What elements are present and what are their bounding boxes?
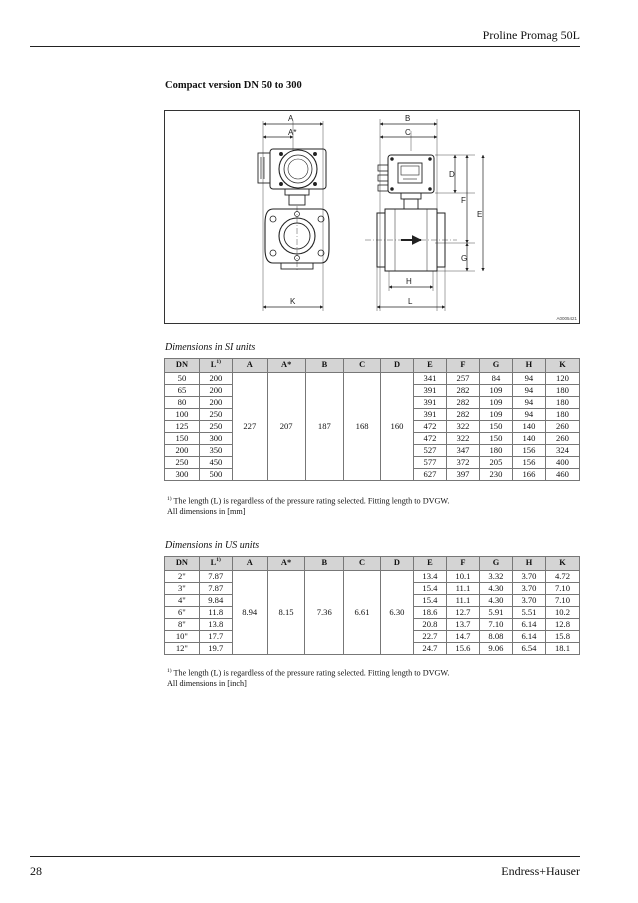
cell-k: 12.8	[545, 619, 579, 631]
cell-l: 13.8	[199, 619, 232, 631]
cell-dn: 100	[165, 409, 200, 421]
cell-d: 6.30	[380, 571, 413, 655]
cell-f: 372	[446, 457, 479, 469]
col-k: K	[545, 557, 579, 571]
cell-k: 10.2	[545, 607, 579, 619]
si-units-note: All dimensions in [mm]	[167, 507, 246, 516]
cell-f: 282	[446, 397, 479, 409]
cell-l: 250	[199, 409, 232, 421]
side-view	[365, 119, 483, 311]
col-d: D	[381, 359, 414, 373]
cell-l: 19.7	[199, 643, 232, 655]
cell-f: 14.7	[446, 631, 479, 643]
col-dn: DN	[165, 359, 200, 373]
cell-e: 472	[413, 433, 446, 445]
cell-g: 150	[479, 421, 512, 433]
cell-g: 84	[479, 373, 512, 385]
cell-e: 391	[413, 397, 446, 409]
dimension-drawing	[164, 110, 580, 324]
cell-g: 9.06	[479, 643, 512, 655]
section-title: Compact version DN 50 to 300	[165, 80, 302, 91]
col-l: $L^{1)}$	[199, 557, 232, 571]
label-k: K	[290, 297, 296, 306]
cell-l: 11.8	[199, 607, 232, 619]
cell-h: 6.54	[512, 643, 545, 655]
col-b: B	[305, 557, 344, 571]
cell-h: 166	[512, 469, 545, 481]
cell-e: 472	[413, 421, 446, 433]
cell-dn: 125	[165, 421, 200, 433]
label-l: L	[408, 297, 413, 306]
cell-a-star: 207	[267, 373, 305, 481]
cell-k: 7.10	[545, 583, 579, 595]
cell-k: 460	[545, 469, 579, 481]
cell-dn: 6"	[165, 607, 200, 619]
label-b: B	[405, 114, 411, 123]
cell-e: 24.7	[413, 643, 446, 655]
cell-k: 4.72	[545, 571, 579, 583]
us-footnote: $^{1)}$ The length (L) is regardless of the pressure rating selected. Fitting length to DVGW.	[167, 668, 450, 678]
cell-k: 180	[545, 385, 579, 397]
cell-e: 391	[413, 385, 446, 397]
cell-a: 227	[232, 373, 267, 481]
cell-f: 282	[446, 409, 479, 421]
col-dn: DN	[165, 557, 200, 571]
running-header: Proline Promag 50L	[482, 28, 580, 42]
cell-k: 260	[545, 433, 579, 445]
header-rule	[30, 46, 580, 47]
cell-e: 391	[413, 409, 446, 421]
si-dimensions-table	[164, 358, 580, 481]
cell-g: 150	[479, 433, 512, 445]
cell-e: 341	[413, 373, 446, 385]
cell-dn: 2"	[165, 571, 200, 583]
cell-h: 3.70	[512, 571, 545, 583]
col-c: C	[344, 557, 381, 571]
cell-h: 3.70	[512, 583, 545, 595]
cell-dn: 12"	[165, 643, 200, 655]
cell-k: 260	[545, 421, 579, 433]
col-a: A	[232, 557, 267, 571]
cell-l: 300	[199, 433, 232, 445]
label-a-star: A*	[288, 128, 297, 137]
cell-f: 282	[446, 385, 479, 397]
us-units-note: All dimensions in [inch]	[167, 679, 247, 688]
cell-e: 15.4	[413, 595, 446, 607]
col-l: $L^{1)}$	[199, 359, 232, 373]
drawing-id: A0005421	[556, 316, 577, 321]
cell-l: 17.7	[199, 631, 232, 643]
cell-g: 5.91	[479, 607, 512, 619]
cell-dn: 8"	[165, 619, 200, 631]
cell-d: 160	[381, 373, 414, 481]
col-f: F	[446, 557, 479, 571]
cell-h: 94	[512, 397, 545, 409]
cell-l: 200	[199, 373, 232, 385]
col-a-star: A*	[267, 557, 305, 571]
cell-e: 627	[413, 469, 446, 481]
cell-h: 156	[512, 445, 545, 457]
table-header-row	[165, 359, 580, 373]
us-table-body	[165, 571, 580, 655]
label-a: A	[288, 114, 294, 123]
cell-dn: 3"	[165, 583, 200, 595]
cell-dn: 4"	[165, 595, 200, 607]
cell-k: 120	[545, 373, 579, 385]
cell-k: 180	[545, 409, 579, 421]
cell-l: 9.84	[199, 595, 232, 607]
col-a: A	[232, 359, 267, 373]
cell-a: 8.94	[232, 571, 267, 655]
col-f: F	[446, 359, 479, 373]
cell-g: 4.30	[479, 583, 512, 595]
col-h: H	[512, 557, 545, 571]
cell-f: 11.1	[446, 583, 479, 595]
si-table-caption: Dimensions in SI units	[165, 342, 256, 353]
cell-f: 397	[446, 469, 479, 481]
col-h: H	[512, 359, 545, 373]
cell-k: 15.8	[545, 631, 579, 643]
cell-l: 250	[199, 421, 232, 433]
cell-f: 11.1	[446, 595, 479, 607]
cell-g: 109	[479, 397, 512, 409]
cell-l: 450	[199, 457, 232, 469]
col-e: E	[413, 557, 446, 571]
cell-f: 13.7	[446, 619, 479, 631]
cell-k: 18.1	[545, 643, 579, 655]
cell-e: 22.7	[413, 631, 446, 643]
cell-dn: 250	[165, 457, 200, 469]
cell-h: 140	[512, 421, 545, 433]
col-a-star: A*	[267, 359, 305, 373]
cell-h: 6.14	[512, 631, 545, 643]
cell-h: 156	[512, 457, 545, 469]
cell-g: 4.30	[479, 595, 512, 607]
footer-brand: Endress+Hauser	[501, 864, 580, 878]
label-e: E	[477, 210, 483, 219]
table-row	[165, 373, 580, 385]
cell-g: 3.32	[479, 571, 512, 583]
si-table-body	[165, 373, 580, 481]
cell-c: 168	[344, 373, 381, 481]
cell-e: 527	[413, 445, 446, 457]
cell-g: 109	[479, 385, 512, 397]
cell-dn: 50	[165, 373, 200, 385]
cell-dn: 80	[165, 397, 200, 409]
cell-l: 200	[199, 385, 232, 397]
front-view	[258, 121, 329, 311]
cell-dn: 150	[165, 433, 200, 445]
col-b: B	[305, 359, 344, 373]
cell-g: 230	[479, 469, 512, 481]
us-dimensions-table	[164, 556, 580, 655]
cell-h: 94	[512, 409, 545, 421]
cell-l: 7.87	[199, 571, 232, 583]
cell-h: 6.14	[512, 619, 545, 631]
cell-e: 13.4	[413, 571, 446, 583]
cell-h: 5.51	[512, 607, 545, 619]
col-e: E	[413, 359, 446, 373]
cell-g: 180	[479, 445, 512, 457]
cell-g: 7.10	[479, 619, 512, 631]
label-h: H	[406, 277, 412, 286]
cell-g: 205	[479, 457, 512, 469]
us-table-caption: Dimensions in US units	[165, 540, 260, 551]
si-footnote: $^{1)}$ The length (L) is regardless of the pressure rating selected. Fitting length to DVGW.	[167, 496, 450, 506]
cell-h: 140	[512, 433, 545, 445]
drawing-svg	[165, 111, 579, 323]
cell-f: 322	[446, 421, 479, 433]
label-c: C	[405, 128, 411, 137]
cell-f: 257	[446, 373, 479, 385]
cell-dn: 300	[165, 469, 200, 481]
cell-f: 12.7	[446, 607, 479, 619]
cell-b: 187	[305, 373, 344, 481]
cell-a-star: 8.15	[267, 571, 305, 655]
col-g: G	[479, 557, 512, 571]
cell-dn: 200	[165, 445, 200, 457]
cell-e: 577	[413, 457, 446, 469]
cell-dn: 65	[165, 385, 200, 397]
cell-h: 3.70	[512, 595, 545, 607]
label-g: G	[461, 254, 468, 263]
cell-f: 322	[446, 433, 479, 445]
cell-c: 6.61	[344, 571, 381, 655]
cell-h: 94	[512, 373, 545, 385]
cell-l: 500	[199, 469, 232, 481]
cell-f: 15.6	[446, 643, 479, 655]
col-g: G	[479, 359, 512, 373]
cell-f: 10.1	[446, 571, 479, 583]
table-header-row	[165, 557, 580, 571]
label-f: F	[461, 196, 466, 205]
cell-h: 94	[512, 385, 545, 397]
cell-k: 400	[545, 457, 579, 469]
cell-e: 18.6	[413, 607, 446, 619]
cell-g: 8.08	[479, 631, 512, 643]
table-row	[165, 571, 580, 583]
col-d: D	[380, 557, 413, 571]
col-c: C	[344, 359, 381, 373]
cell-e: 20.8	[413, 619, 446, 631]
label-d: D	[449, 170, 455, 179]
page-number: 28	[30, 864, 42, 878]
cell-k: 7.10	[545, 595, 579, 607]
cell-e: 15.4	[413, 583, 446, 595]
cell-dn: 10"	[165, 631, 200, 643]
cell-b: 7.36	[305, 571, 344, 655]
cell-l: 200	[199, 397, 232, 409]
cell-k: 324	[545, 445, 579, 457]
cell-k: 180	[545, 397, 579, 409]
cell-g: 109	[479, 409, 512, 421]
footer-rule	[30, 856, 580, 857]
cell-f: 347	[446, 445, 479, 457]
col-k: K	[545, 359, 579, 373]
cell-l: 7.87	[199, 583, 232, 595]
cell-l: 350	[199, 445, 232, 457]
